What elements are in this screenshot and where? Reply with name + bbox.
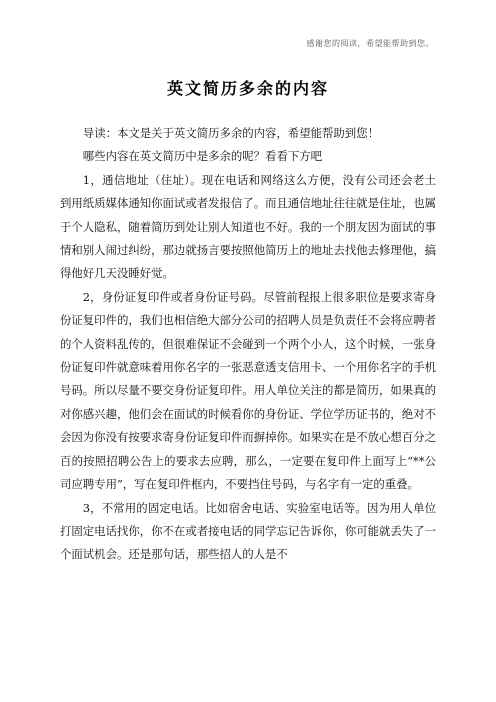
paragraph-item-1: 1，通信地址（住址）。现在电话和网络这么方便，没有公司还会老土到用纸质媒体通知你面试或者发报信了。而且通信地址往往就是住址，也属于个人隐私，随着简历到处让别人知道也不好。我的一个朋友因为面试的事情和别人闹过纠纷，那边就扬言要按照他简历上的地址去找他去修理他，搞得他好几天没睡好觉。 bbox=[60, 172, 436, 281]
document-body bbox=[60, 122, 436, 567]
paragraph-item-3: 3，不常用的固定电话。比如宿舍电话、实验室电话等。因为用人单位打固定电话找你，你不在或者接电话的同学忘记告诉你，你可能就丢失了一个面试机会。还是那句话，那些招人的人是不 bbox=[60, 500, 436, 562]
paragraph-item-2: 2，身份证复印件或者身份证号码。尽管前程报上很多职位是要求寄身份证复印件的，我们也相信绝大部分公司的招聘人员是负责任不会将应聘者的个人资料乱传的，但很难保证不会碰到一个两个小人，这个时候，一张身份证复印件就意味着用你名字的一张恶意透支信用卡、一个用你名字的手机号码。所以尽量不要交身份证复印件。用人单位关注的都是简历，如果真的对你感兴趣，他们会在面试的时候看你的身份证、学位学历证书的，绝对不会因为你没有按要求寄身份证复印件而摒掉你。如果实在是不放心想百分之百的按照招聘公告上的要求去应聘，那么，一定要在复印件上面写上“**公司应聘专用”，写在复印件框内，不要挡住号码，与名字有一定的重叠。 bbox=[60, 289, 436, 492]
document-title: 英文简历多余的内容 bbox=[166, 79, 329, 98]
paragraph-question: 哪些内容在英文简历中是多余的呢？看看下方吧 bbox=[82, 149, 323, 164]
paragraph-intro: 导读：本文是关于英文简历多余的内容，希望能帮助到您！ bbox=[82, 126, 379, 140]
header-note: 感谢您的阅读，希望能帮助到您。 bbox=[306, 39, 434, 48]
